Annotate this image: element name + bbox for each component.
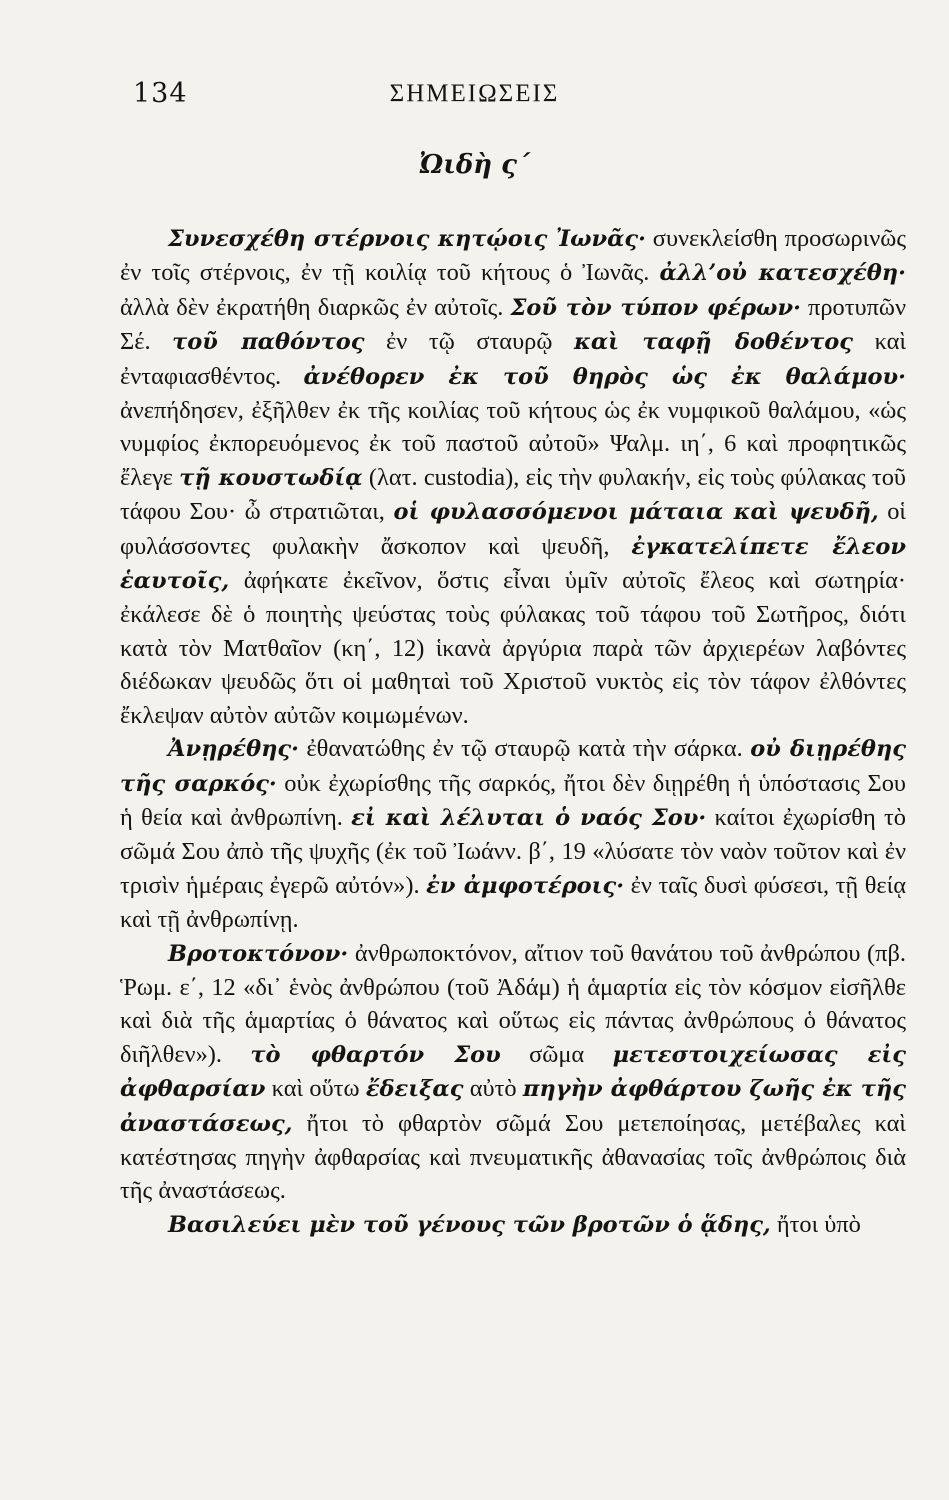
commentary-text: καίτοι ἐχωρίσθη τὸ σῶμά Σου ἀπὸ τῆς ψυχῆς (ἐκ τοῦ Ἰωάνν. β΄, 19 «λύσατε τὸν ναὸν τοῦτον καὶ ἐν τρισὶν ἡμέραις ἐγερῶ αὐτόν»). <box>120 803 907 899</box>
lemma-term: οἱ φυλασσόμενοι μάταια καὶ ψευδῆ, <box>393 499 879 526</box>
commentary-text: ἐν τῷ σταυρῷ <box>364 328 574 356</box>
lemma-term: ἀλλ’οὐ κατεσχέθη· <box>659 260 906 287</box>
paragraph <box>120 732 906 936</box>
commentary-text: ἀλλὰ δὲν ἐκρατήθη διαρκῶς ἐν αὐτοῖς. <box>120 293 511 321</box>
notes-body <box>120 222 906 1242</box>
lemma-term: Βροτοκτόνον· <box>168 940 349 967</box>
lemma-term: Βασιλεύει μὲν τοῦ γένους τῶν βροτῶν ὁ ᾅδης, <box>168 1211 771 1238</box>
commentary-text: οὐκ ἐχωρίσθης τῆς σαρκός, ἤτοι δὲν διῃρέθη ἡ ὑπόστασις Σου ἡ θεία καὶ ἀνθρωπίνη. <box>120 769 906 831</box>
commentary-text: συνεκλείσθη προσωρινῶς ἐν τοῖς στέρνοις, ἐν τῇ κοιλίᾳ τοῦ κήτους ὁ Ἰωνᾶς. <box>120 225 906 287</box>
lemma-term: καὶ ταφῇ δοθέντος <box>573 329 854 356</box>
lemma-term: πηγὴν ἀφθάρτου ζωῆς ἐκ τῆς ἀναστάσεως, <box>120 1076 906 1137</box>
commentary-text: ἤτοι ὑπὸ <box>770 1210 861 1238</box>
commentary-text: καὶ ἐνταφιασθέντος. <box>120 328 907 390</box>
commentary-text: ἐθανατώθης ἐν τῷ σταυρῷ κατὰ τὴν σάρκα. <box>298 735 751 763</box>
lemma-term: ἐγκατελίπετε ἔλεον ἑαυτοῖς, <box>120 533 906 595</box>
lemma-term: Συνεσχέθη στέρνοις κητῴοις Ἰωνᾶς· <box>168 226 646 252</box>
commentary-text: ἀνεπήδησεν, ἐξῆλθεν ἐκ τῆς κοιλίας τοῦ κήτους ὡς ἐκ νυμφικοῦ θαλάμου, «ὡς νυμφίος ἐκπορευόμενος ἐκ τοῦ παστοῦ αὐτοῦ» Ψαλμ. ιη΄, 6 καὶ προφητικῶς ἔλεγε <box>120 397 906 491</box>
page-number: 134 <box>133 78 188 109</box>
page-header <box>0 78 949 118</box>
paragraph <box>120 222 906 732</box>
commentary-text: προτυπῶν Σέ. <box>120 293 906 356</box>
lemma-term: Σοῦ τὸν τύπον φέρων· <box>510 294 801 321</box>
commentary-text: οἱ φυλάσσοντες φυλακὴν ἄσκοπον καὶ ψευδῆ, <box>120 498 906 560</box>
lemma-term: Ἀνῃρέθης· <box>168 736 299 763</box>
lemma-term: εἰ καὶ λέλυται ὁ ναός Σου· <box>351 804 707 831</box>
commentary-text: σῶμα <box>500 1040 613 1068</box>
section-title: Ὠιδὴ ς΄ <box>419 150 530 180</box>
commentary-text: αὐτὸ <box>463 1075 523 1103</box>
commentary-text: ἀνθρωποκτόνον, αἴτιον τοῦ θανάτου τοῦ ἀνθρώπου (πβ. Ῥωμ. ε΄, 12 «δι᾽ ἑνὸς ἀνθρώπου (τοῦ Ἀδάμ) ἡ ἁμαρτία εἰς τὸν κόσμον εἰσῆλθε καὶ διὰ τῆς ἁμαρτίας ὁ θάνατος καὶ οὕτως εἰς πάντας ἀνθρώπους ὁ θάνατος διῆλθεν»). <box>120 939 906 1068</box>
lemma-term: τὸ φθαρτόν Σου <box>250 1041 501 1068</box>
lemma-term: τοῦ παθόντος <box>172 329 365 356</box>
lemma-term: μετεστοιχείωσας εἰς ἀφθαρσίαν <box>120 1041 906 1103</box>
running-title: ΣΗΜΕΙΩΣΕΙΣ <box>389 80 560 107</box>
lemma-term: ἔδειξας <box>365 1076 464 1103</box>
commentary-text: καὶ οὕτω <box>265 1075 366 1103</box>
commentary-text: ἤτοι τὸ φθαρτὸν σῶμά Σου μετεποίησας, μετέβαλες καὶ κατέστησας πηγὴν ἀφθαρσίας καὶ πνευματικῆς ἀθανασίας τοῖς ἀνθρώποις διὰ τῆς ἀναστάσεως. <box>120 1109 906 1205</box>
lemma-term: οὐ διῃρέθης τῆς σαρκός· <box>120 736 906 797</box>
lemma-term: τῇ κουστωδίᾳ <box>179 464 363 491</box>
commentary-text: ἐν ταῖς δυσὶ φύσεσι, τῇ θείᾳ καὶ τῇ ἀνθρωπίνῃ. <box>120 871 906 934</box>
commentary-text: (λατ. custodia), εἰς τὴν φυλακήν, εἰς τοὺς φύλακας τοῦ τάφου Σου· ὦ στρατιῶται, <box>120 463 906 526</box>
commentary-text: ἀφήκατε ἐκεῖνον, ὅστις εἶναι ὑμῖν αὐτοῖς ἔλεος καὶ σωτηρία· ἐκάλεσε δὲ ὁ ποιητὴς ψεύστας τοὺς φύλακας τοῦ τάφου τοῦ Σωτῆρος, διότι κατὰ τὸν Ματθαῖον (κη΄, 12) ἱκανὰ ἀργύρια παρὰ τῶν ἀρχιερέων λαβόντες διέδωκαν ψευδῶς ὅτι οἱ μαθηταὶ τοῦ Χριστοῦ νυκτὸς εἰς τὸν τάφον ἐλθόντες ἔκλεψαν αὐτὸν αὐτῶν κοιμωμένων. <box>120 567 906 729</box>
paragraph <box>120 937 906 1208</box>
lemma-term: ἐν ἀμφοτέροις· <box>426 872 625 899</box>
paragraph <box>120 1208 906 1242</box>
lemma-term: ἀνέθορεν ἐκ τοῦ θηρὸς ὡς ἐκ θαλάμου· <box>303 363 906 390</box>
